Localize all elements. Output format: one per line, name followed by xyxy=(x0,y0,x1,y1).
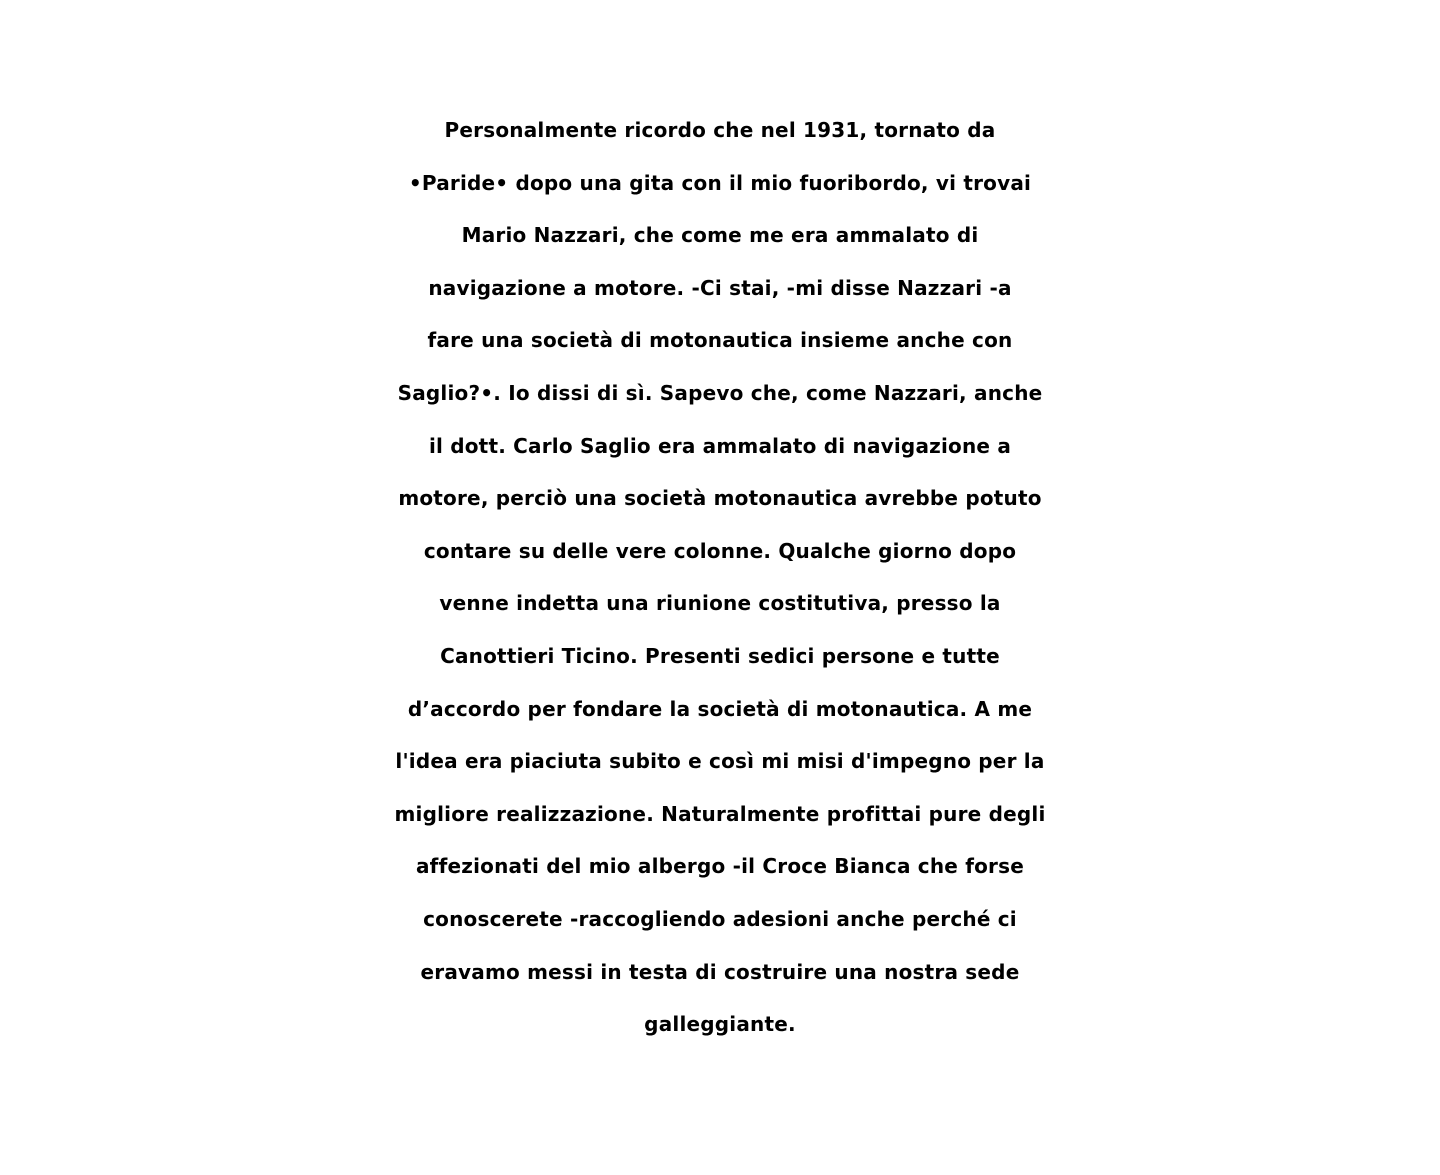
text-line-15: affezionati del mio albergo -il Croce Bianca che forse xyxy=(415,854,1024,879)
text-line-13: l'idea era piaciuta subito e così mi misi d'impegno per la xyxy=(395,749,1045,774)
text-block xyxy=(0,104,1440,1051)
text-line-7: il dott. Carlo Saglio era ammalato di navigazione a xyxy=(428,433,1012,458)
text-line-1: Personalmente ricordo che nel 1931, tornato da xyxy=(444,118,996,142)
text-line-8: motore, perciò una società motonautica avrebbe potuto xyxy=(398,486,1042,511)
text-line-2: •Paride• dopo una gita con il mio fuoribordo, vi trovai xyxy=(408,170,1032,195)
text-line-14: migliore realizzazione. Naturalmente profittai pure degli xyxy=(394,801,1046,826)
text-line-3: Mario Nazzari, che come me era ammalato di xyxy=(461,223,979,248)
text-line-18: galleggiante. xyxy=(644,1012,796,1037)
text-line-12: d’accordo per fondare la società di motonautica. A me xyxy=(407,696,1033,721)
text-line-6: Saglio?•. Io dissi di sì. Sapevo che, come Nazzari, anche xyxy=(397,380,1043,405)
text-line-16: conoscerete -raccogliendo adesioni anche perché ci xyxy=(423,906,1017,931)
text-line-5: fare una società di motonautica insieme anche con xyxy=(427,328,1013,353)
text-line-11: Canottieri Ticino. Presenti sedici persone e tutte xyxy=(440,643,1000,668)
text-line-4: navigazione a motore. -Ci stai, -mi disse Nazzari -a xyxy=(428,275,1012,300)
text-line-17: eravamo messi in testa di costruire una nostra sede xyxy=(420,959,1020,984)
text-line-10: venne indetta una riunione costitutiva, presso la xyxy=(439,591,1001,616)
text-line-9: contare su delle vere colonne. Qualche giorno dopo xyxy=(423,538,1017,563)
